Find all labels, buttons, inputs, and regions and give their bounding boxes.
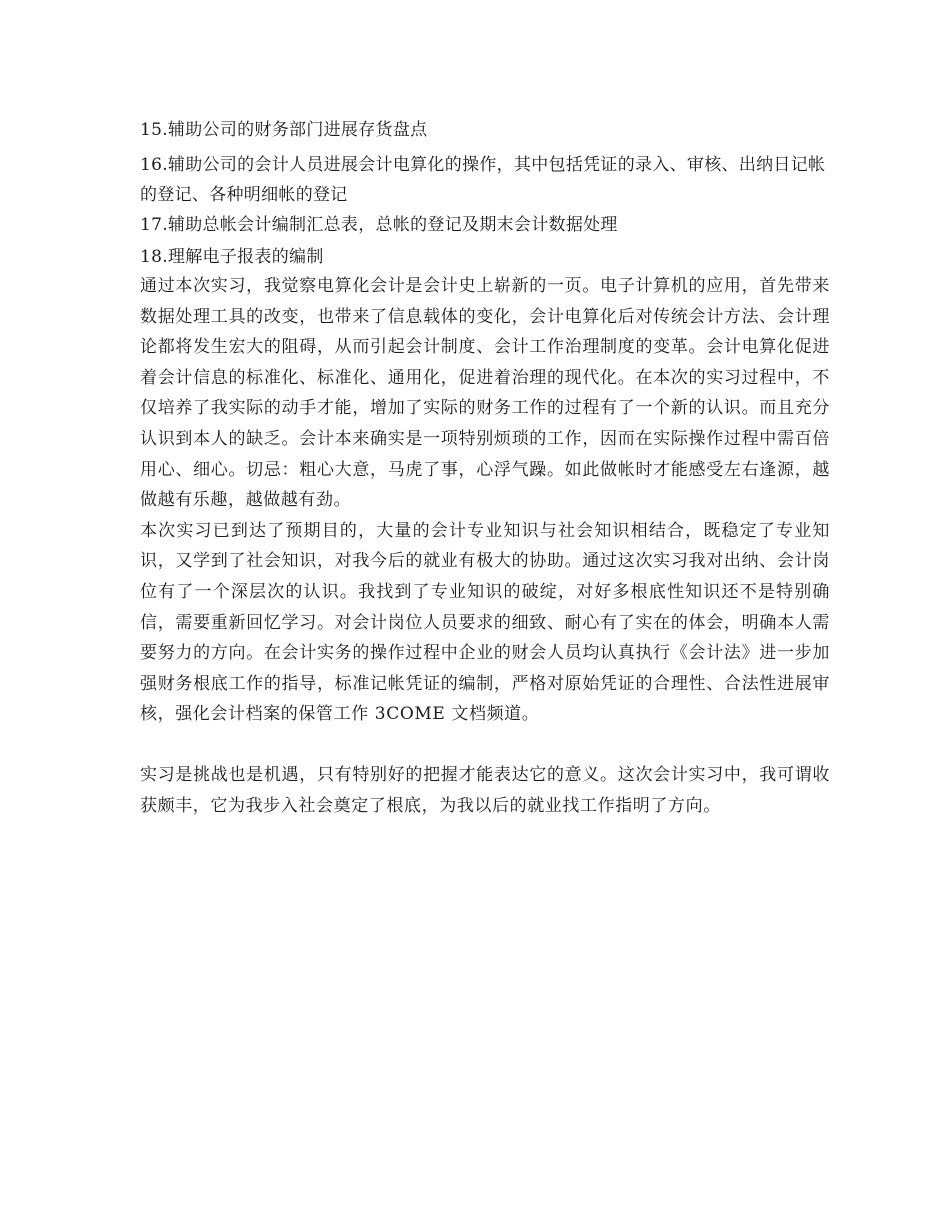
list-item-18: 18.理解电子报表的编制 [140, 247, 324, 267]
paragraph-spacer [140, 730, 830, 760]
list-item-17: 17.辅助总帐会计编制汇总表，总帐的登记及期末会计数据处理 [140, 215, 618, 235]
paragraph-internship-reflection: 通过本次实习，我觉察电算化会计是会计史上崭新的一页。电子计算机的应用，首先带来数据处理工具的改变，也带来了信息载体的变化，会计电算化后对传统会计方法、会计理论都将发生宏大的阻碍，从而引起会计制度、会计工作治理制度的变革。会计电算化促进着会计信息的标准化、标准化、通用化，促进着治理的现代化。在本次的实习过程中，不仅培养了我实际的动手才能，增加了实际的财务工作的过程有了一个新的认识。而且充分认识到本人的缺乏。会计本来确实是一项特别烦琐的工作，因而在实际操作过程中需百倍用心、细心。切忌：粗心大意，马虎了事，心浮气躁。如此做帐时才能感受左右逢源，越做越有乐趣，越做越有劲。 [140, 276, 830, 511]
paragraph-conclusion: 实习是挑战也是机遇，只有特别好的把握才能表达它的意义。这次会计实习中，我可谓收获颇丰，它为我步入社会奠定了根底，为我以后的就业找工作指明了方向。 [140, 764, 830, 816]
list-item-16: 16.辅助公司的会计人员进展会计电算化的操作，其中包括凭证的录入、审核、出纳日记帐的登记、各种明细帐的登记 [140, 155, 826, 205]
paragraph-internship-goals: 本次实习已到达了预期目的，大量的会计专业知识与社会知识相结合，既稳定了专业知识，又学到了社会知识，对我今后的就业有极大的协助。通过这次实习我对出纳、会计岗位有了一个深层次的认识。我找到了专业知识的破绽，对好多根底性知识还不是特别确信，需要重新回忆学习。对会计岗位人员要求的细致、耐心有了实在的体会，明确本人需要努力的方向。在会计实务的操作过程中企业的财会人员均认真执行《会计法》进一步加强财务根底工作的指导，标准记帐凭证的编制，严格对原始凭证的合理性、合法性进展审核，强化会计档案的保管工作 3COME 文档频道。 [140, 520, 830, 725]
document-body [140, 117, 830, 821]
list-item-15: 15.辅助公司的财务部门进展存货盘点 [140, 120, 428, 140]
